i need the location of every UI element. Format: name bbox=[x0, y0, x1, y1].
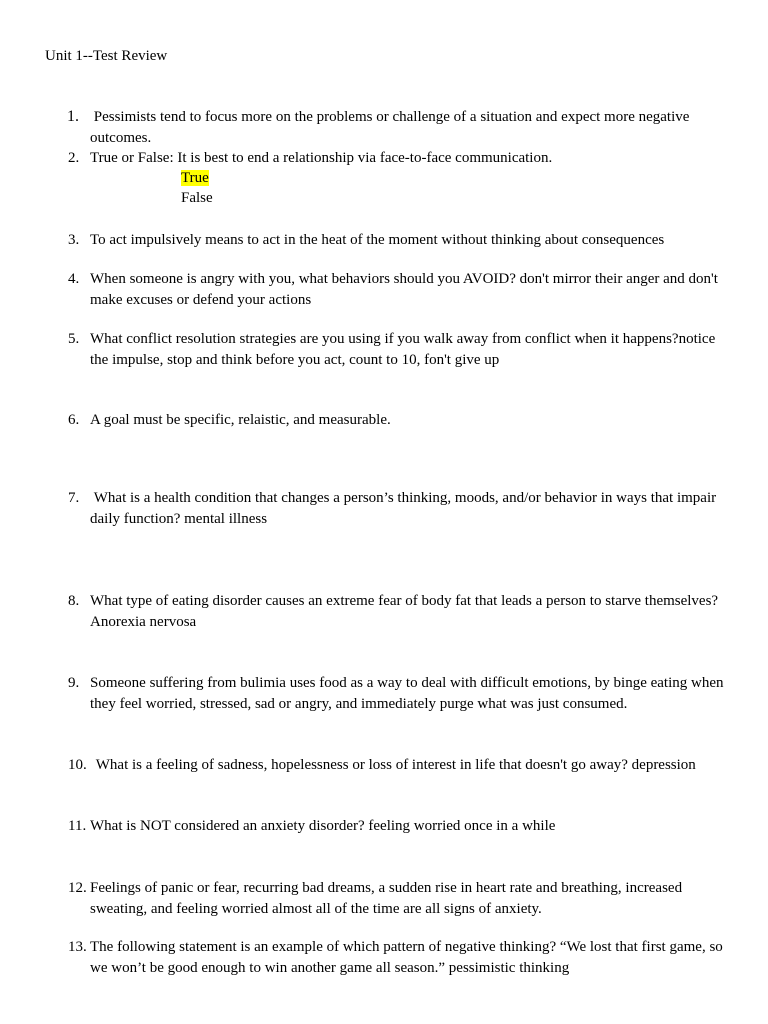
item-text: What is a feeling of sadness, hopelessness or loss of interest in life that doesn't go away? depression bbox=[92, 757, 696, 773]
item-text: A goal must be specific, relaistic, and measurable. bbox=[90, 412, 391, 428]
item-text: Pessimists tend to focus more on the problems or challenge of a situation and expect more negative outcomes. bbox=[90, 109, 694, 146]
item-number: 4. bbox=[68, 271, 80, 287]
document-title: Unit 1--Test Review bbox=[45, 48, 168, 64]
item-text: What is a health condition that changes a person’s thinking, moods, and/or behavior in ways that impair daily function? mental illness bbox=[90, 490, 720, 527]
item-text: When someone is angry with you, what behaviors should you AVOID? don't mirror their anger and don't make excuses or defend your actions bbox=[90, 271, 718, 308]
item-number: 2. bbox=[68, 150, 80, 166]
item-text: What type of eating disorder causes an extreme fear of body fat that leads a person to starve themselves? Anorexia nervosa bbox=[90, 593, 719, 630]
item-text: Feelings of panic or fear, recurring bad dreams, a sudden rise in heart rate and breathing, increased sweating, and feeling worried almost all of the time are all signs of anxiety. bbox=[90, 880, 683, 917]
item-number: 5. bbox=[68, 331, 80, 347]
item-number: 6. bbox=[68, 412, 80, 428]
item-number: 7. bbox=[68, 490, 80, 506]
item-text: The following statement is an example of which pattern of negative thinking? “We lost that first game, so we won’t be good enough to win another game all season.” pessimistic thinking bbox=[90, 939, 723, 976]
item-number: 1. bbox=[67, 108, 79, 125]
item-text: True or False: It is best to end a relationship via face-to-face communication. bbox=[90, 150, 553, 166]
highlighted-answer: True bbox=[181, 170, 209, 186]
item-number: 13. bbox=[68, 939, 87, 955]
item-text: Someone suffering from bulimia uses food as a way to deal with difficult emotions, by binge eating when they feel worried, stressed, sad or angry, and immediately purge what was just consumed. bbox=[90, 675, 724, 712]
item-number: 8. bbox=[68, 593, 80, 609]
item-number: 12. bbox=[68, 880, 87, 896]
item-number: 10. bbox=[68, 757, 87, 773]
item-text: What is NOT considered an anxiety disorder? feeling worried once in a while bbox=[90, 818, 556, 834]
item-text: What conflict resolution strategies are you using if you walk away from conflict when it happens?notice the impulse, stop and think before you act, count to 10, fon't give up bbox=[90, 331, 716, 368]
answer-option-true bbox=[181, 168, 209, 188]
item-number: 11. bbox=[68, 818, 87, 834]
item-number: 9. bbox=[68, 675, 80, 691]
answer-option-false: False bbox=[181, 190, 213, 206]
item-text: To act impulsively means to act in the heat of the moment without thinking about consequences bbox=[90, 232, 665, 248]
item-number: 3. bbox=[68, 232, 80, 248]
